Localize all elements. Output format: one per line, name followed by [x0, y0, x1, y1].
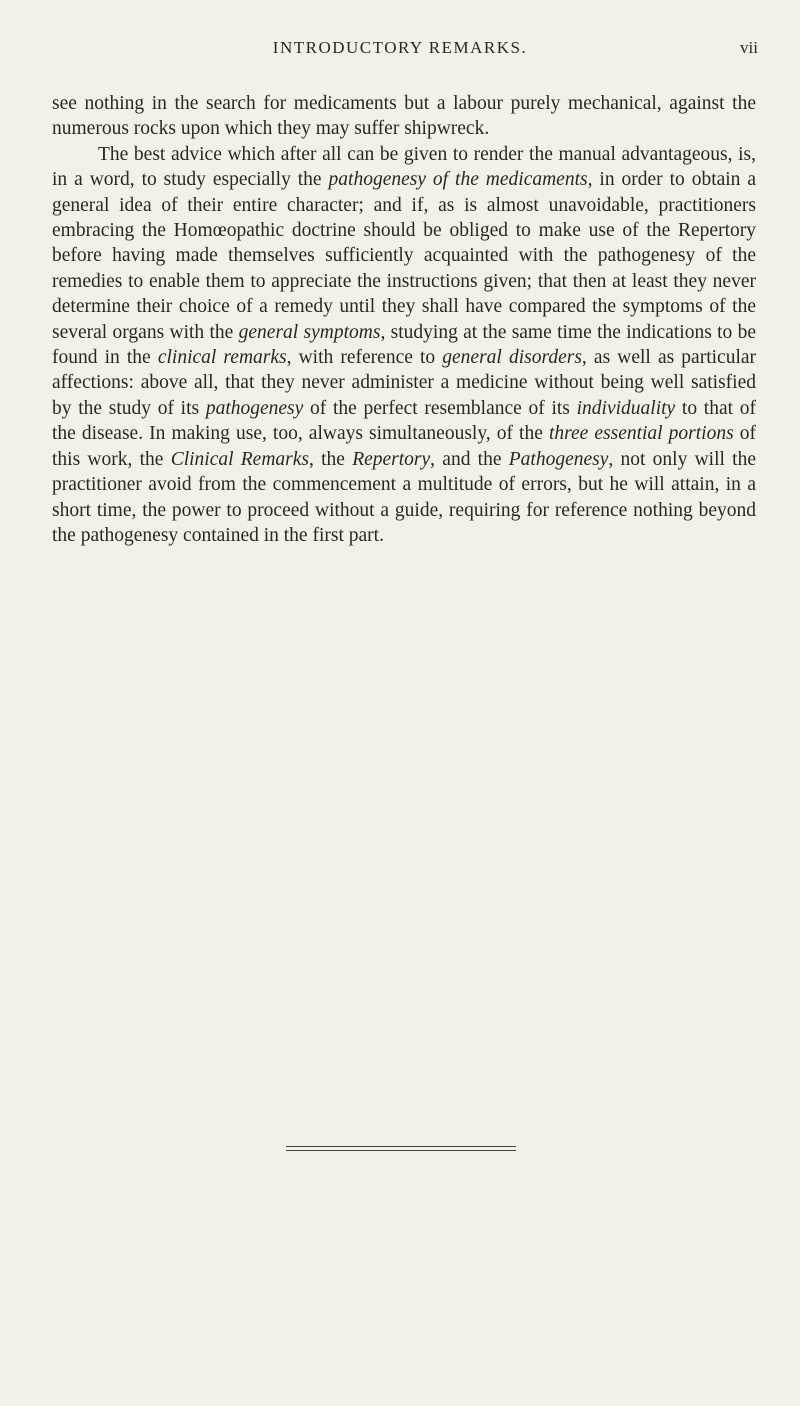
section-divider-rule-lower: [286, 1150, 516, 1151]
section-divider-rule: [286, 1146, 516, 1147]
emphasis: clinical remarks: [157, 347, 287, 369]
emphasis: pathogenesy: [205, 397, 304, 419]
body-text: [52, 91, 756, 548]
emphasis: Clinical Remarks: [170, 448, 309, 470]
text-run: , in order to obtain a general idea of their entire character; and if, as is almost unavoidable, practitioners embracing the Homœopathic doctrine should be obliged to make use of the Repertory before having made themselves sufficiently acquainted with the pathogenesy of the remedies to enable them to appreciate the instructions given; that then at least they never determine their choice of a remedy until they shall have compared the symptoms of the several organs with the: [52, 169, 757, 343]
paragraph-2: [52, 142, 756, 549]
emphasis: Repertory: [352, 448, 431, 470]
text-run: , and the: [430, 448, 509, 470]
text-run: , with reference to: [286, 347, 443, 369]
page-number: vii: [740, 38, 758, 57]
emphasis: three essential portions: [548, 423, 734, 445]
emphasis: general symptoms: [238, 321, 381, 343]
running-title: INTRODUCTORY REMARKS.: [272, 38, 528, 57]
paragraph-1: see nothing in the search for medicaments but a labour purely mechanical, against the numerous rocks upon which they may suffer shipwreck.: [52, 93, 756, 140]
text-run: to that of the disease. In making use, too, always simultaneously, of the: [52, 397, 756, 445]
emphasis: Pathogenesy: [508, 448, 609, 470]
text-run: of the perfect resemblance of its: [303, 397, 577, 419]
emphasis: general disorders: [442, 347, 582, 369]
text-run: , studying at the same time the indications to be found in the: [52, 321, 757, 369]
text-run: , the: [309, 448, 353, 470]
text-run: of this work, the: [52, 423, 756, 470]
text-run: , as well as particular affections: above all, that they never administer a medicine without being well satisfied by the study of its: [52, 347, 757, 419]
emphasis: individuality: [576, 397, 676, 419]
emphasis: pathogenesy of the medicaments: [328, 169, 588, 191]
text-run: The best advice which after all can be given to render the manual advantageous, is, in a word, to study especially the: [52, 143, 756, 191]
page-header: [0, 36, 800, 66]
text-run: , not only will the practitioner avoid from the commencement a multitude of errors, but he will attain, in a short time, the power to proceed without a guide, requiring for reference nothing beyond the pathogenesy contained in the first part.: [52, 448, 756, 546]
